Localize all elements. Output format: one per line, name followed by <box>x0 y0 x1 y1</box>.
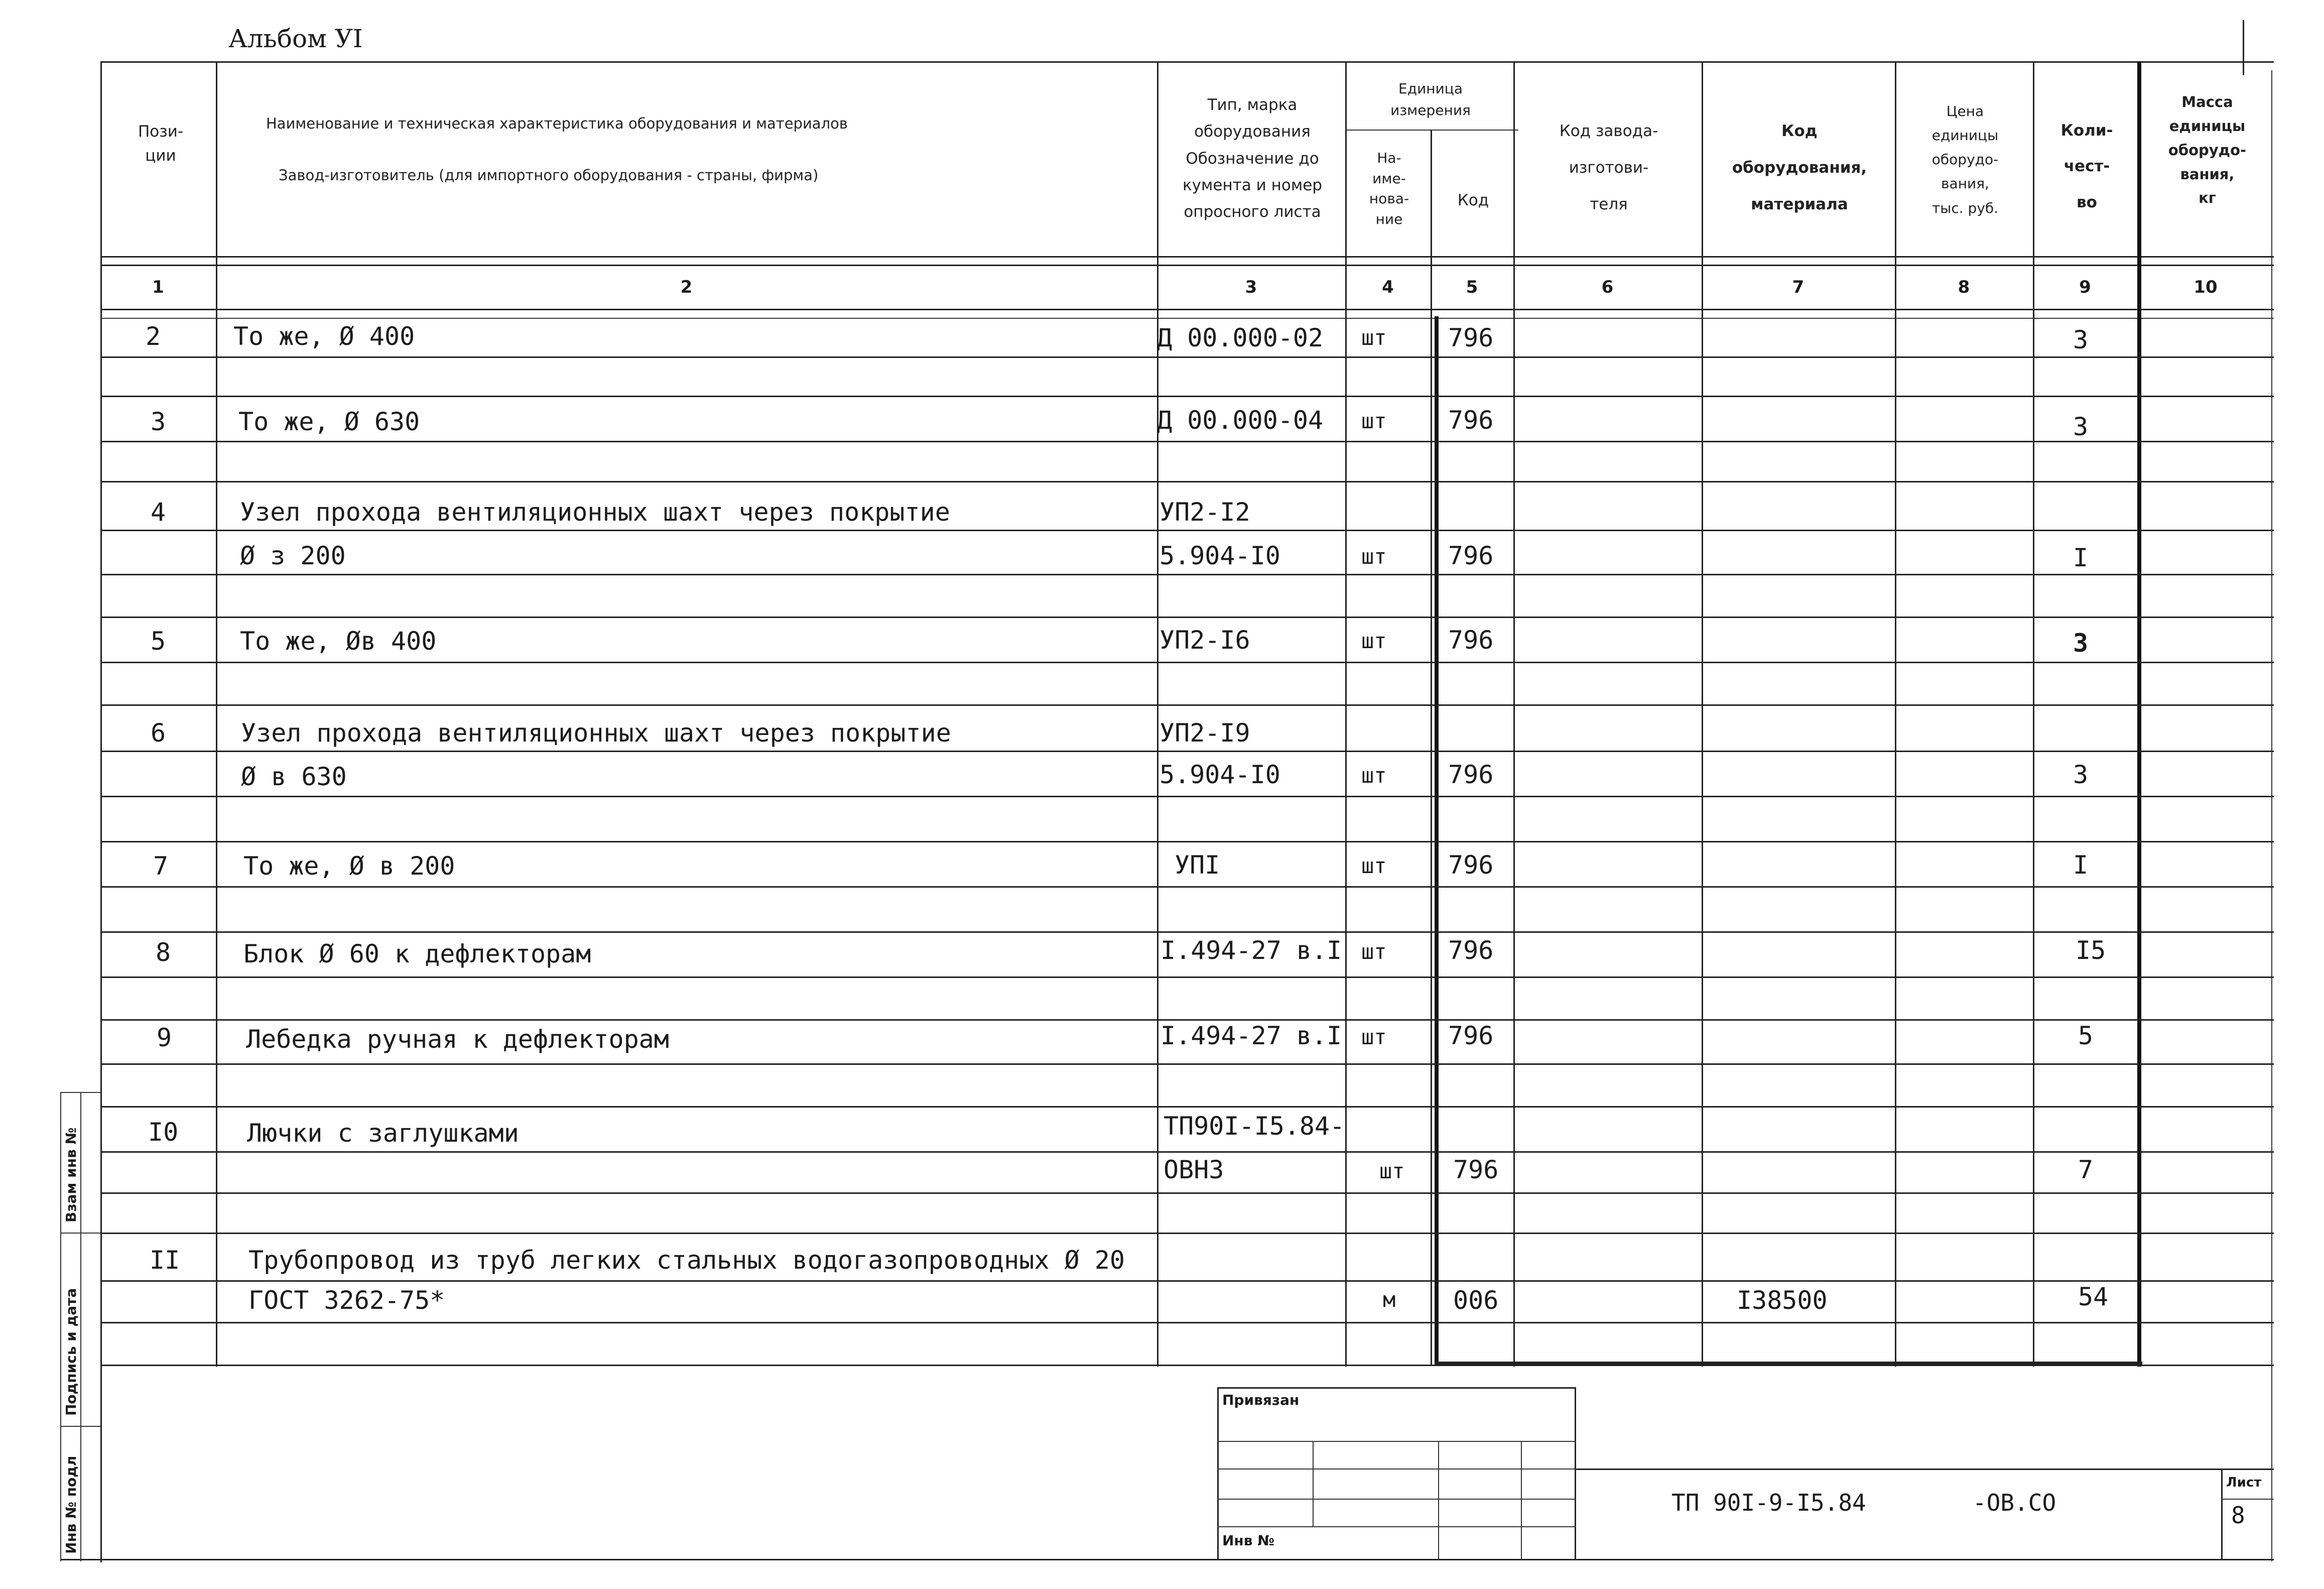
cell-unit-code: 796 <box>1448 541 1494 570</box>
cell-position: II <box>150 1246 180 1275</box>
header-type: Тип, марка оборудования Обозначение до кумента и номер опросного листа <box>1182 96 1323 221</box>
cell-type: ОВН3 <box>1164 1155 1224 1184</box>
cell-quantity: 3 <box>2073 760 2089 789</box>
side-label-signature: Подпись и дата <box>63 1288 79 1416</box>
cell-unit-code: 796 <box>1453 1155 1499 1184</box>
cell-unit: шт <box>1361 544 1387 569</box>
privyazan-rule <box>1217 1469 1576 1470</box>
privyazan-divider <box>1438 1441 1439 1559</box>
cell-unit-code: 796 <box>1448 850 1494 880</box>
cell-unit-code: 796 <box>1448 406 1494 435</box>
header-equipment-code: Код оборудования, материала <box>1732 122 1867 213</box>
cell-type: Д 00.000-02 <box>1157 323 1324 352</box>
row-rule <box>100 356 2274 358</box>
colnum-3: 3 <box>1245 277 1257 297</box>
colnum-6: 6 <box>1601 277 1614 297</box>
row-rule <box>100 841 2274 842</box>
cell-name: Блок Ø 60 к дефлекторам <box>243 939 591 968</box>
cell-position: 3 <box>151 407 166 436</box>
cell-unit-code: 796 <box>1448 760 1494 789</box>
header-quantity: Коли- чест- во <box>2060 121 2113 211</box>
row-rule <box>100 617 2274 618</box>
col-divider-4-bold <box>1435 316 1439 1363</box>
header-mass: Масса единицы оборудо- вания, кг <box>2168 93 2247 207</box>
header-factory-code: Код завода- изготови- теля <box>1559 122 1658 213</box>
privyazan-right <box>1575 1387 1576 1559</box>
privyazan-left <box>1217 1387 1219 1559</box>
cell-name: Лебедка ручная к дефлекторам <box>246 1025 669 1054</box>
cell-name: То же, Ø в 200 <box>243 851 455 881</box>
cell-position: I0 <box>148 1118 179 1147</box>
col-divider-7 <box>1895 61 1896 1367</box>
cell-quantity: 7 <box>2078 1155 2094 1184</box>
privyazan-divider <box>1313 1441 1314 1526</box>
header-name-line2: Завод-изготовитель (для импортного оборудования - страны, фирма) <box>279 167 819 184</box>
cell-quantity: 3 <box>2073 629 2089 658</box>
cell-type: УП2-I2 <box>1159 498 1250 527</box>
row-rule <box>100 931 2274 933</box>
cell-quantity: I <box>2073 543 2089 572</box>
row-rule <box>100 1280 2274 1282</box>
cell-quantity: I5 <box>2076 936 2106 965</box>
col-divider-9 <box>2137 61 2141 1367</box>
row-rule <box>100 704 2274 706</box>
header-double-rule <box>100 265 2274 266</box>
frame-bottom-border <box>60 1559 2274 1560</box>
colnum-4: 4 <box>1382 277 1394 297</box>
stamp-top-rule <box>1575 1469 2274 1470</box>
row-rule <box>100 886 2274 888</box>
cell-name: Трубопровод из труб легких стальных водогазопроводных Ø 20 <box>248 1246 1125 1275</box>
privyazan-rule <box>1217 1526 1576 1527</box>
cell-unit: шт <box>1361 853 1387 878</box>
cell-unit: шт <box>1361 629 1387 653</box>
cell-name: Узел прохода вентиляционных шахт через покрытие <box>241 718 951 748</box>
header-position: Пози- ции <box>138 123 184 165</box>
row-rule <box>100 574 2274 575</box>
row-rule <box>100 662 2274 663</box>
colnum-1: 1 <box>152 277 164 297</box>
privyazan-top <box>1217 1387 1576 1389</box>
side-stamp-rule <box>60 1092 100 1093</box>
header-bottom-rule <box>100 256 2274 258</box>
row-rule <box>100 441 2274 442</box>
cell-unit-code: 796 <box>1448 323 1494 352</box>
row-rule <box>100 796 2274 797</box>
header-unit-name: На- име- нова- ние <box>1369 150 1409 227</box>
col-divider-6 <box>1702 61 1703 1367</box>
col-divider-1 <box>216 61 217 1367</box>
col-divider-4 <box>1431 130 1432 1365</box>
cell-name: Узел прохода вентиляционных шахт через покрытие <box>240 498 950 527</box>
colnum-9: 9 <box>2079 277 2091 297</box>
document-code: ТП 90I-9-I5.84 <box>1671 1489 1866 1516</box>
cell-equipment-code: I38500 <box>1737 1286 1828 1315</box>
header-unit: Единица измерения <box>1390 80 1471 119</box>
cell-quantity: 54 <box>2078 1282 2109 1311</box>
cell-type: 5.904-I0 <box>1159 541 1280 570</box>
cell-type: I.494-27 в.I <box>1160 1021 1342 1050</box>
cell-unit-code: 006 <box>1453 1286 1499 1315</box>
row-rule <box>100 396 2274 397</box>
cell-unit-code: 796 <box>1448 626 1494 655</box>
colnum-10: 10 <box>2193 277 2218 297</box>
row-rule <box>100 1019 2274 1021</box>
inventory-label: Инв № <box>1222 1532 1274 1549</box>
cell-quantity: 3 <box>2073 412 2089 441</box>
cell-type: I.494-27 в.I <box>1160 936 1342 965</box>
cell-position: 5 <box>151 627 166 656</box>
header-unit-code: Код <box>1457 191 1489 209</box>
cell-type: УПI <box>1175 850 1220 880</box>
document-suffix: -ОВ.СО <box>1973 1489 2056 1516</box>
cell-unit: шт <box>1379 1159 1405 1183</box>
row-rule <box>100 1322 2274 1323</box>
side-stamp-rule <box>60 1426 100 1427</box>
sheet-box-rule <box>2221 1499 2274 1500</box>
cell-name: Ø з 200 <box>240 541 346 570</box>
side-label-inventory: Инв № подл <box>63 1455 79 1554</box>
cell-type: УП2-I9 <box>1159 718 1250 748</box>
cell-unit-code: 796 <box>1448 936 1494 965</box>
header-name-line1: Наименование и техническая характеристика оборудования и материалов <box>266 115 848 132</box>
cell-quantity: I <box>2073 850 2089 880</box>
row-rule <box>100 1151 2274 1153</box>
row-rule <box>100 1365 2274 1366</box>
colnum-2: 2 <box>680 277 693 297</box>
col-divider-3 <box>1345 61 1347 1367</box>
cell-position: 6 <box>151 718 166 748</box>
cell-name: Ø в 630 <box>241 762 347 791</box>
col-divider-5 <box>1513 61 1515 1367</box>
cell-unit: шт <box>1361 1025 1387 1049</box>
sheet-box-left <box>2221 1469 2223 1559</box>
side-label-replace: Взам инв № <box>63 1127 79 1223</box>
privyazan-rule <box>1217 1441 1576 1442</box>
side-stamp-inner <box>80 1092 81 1561</box>
cell-position: 2 <box>146 322 161 351</box>
side-stamp-border <box>60 1092 61 1561</box>
cell-unit: шт <box>1361 409 1387 433</box>
cell-type: 5.904-I0 <box>1159 760 1280 789</box>
cell-unit: шт <box>1361 325 1387 350</box>
cell-name: То же, Ø 400 <box>233 322 415 351</box>
cell-position: 4 <box>151 498 166 527</box>
row-rule <box>100 976 2274 978</box>
cell-type: ТП90I-I5.84- <box>1164 1112 1345 1141</box>
cell-type: Д 00.000-04 <box>1157 406 1324 435</box>
privyazan-rule <box>1217 1499 1576 1500</box>
privyazan-divider <box>1521 1441 1522 1559</box>
row-rule <box>100 751 2274 752</box>
frame-corner-mark <box>2243 20 2244 75</box>
colnum-double-rule <box>100 318 2274 319</box>
privyazan-label: Привязан <box>1222 1392 1300 1408</box>
cell-position: 8 <box>156 938 171 967</box>
cell-unit: шт <box>1361 939 1387 964</box>
row-rule <box>100 530 2274 531</box>
cell-name: ГОСТ 3262-75* <box>248 1286 445 1315</box>
colnum-7: 7 <box>1792 277 1804 297</box>
cell-unit: м <box>1383 1287 1396 1312</box>
colnum-8: 8 <box>1958 277 1970 297</box>
cell-unit: шт <box>1361 763 1387 788</box>
table-top-border <box>100 61 2274 63</box>
cell-name: То же, Øв 400 <box>240 627 437 656</box>
row-rule <box>100 481 2274 482</box>
colnum-5: 5 <box>1466 277 1478 297</box>
side-stamp-rule <box>60 1233 100 1234</box>
row-rule <box>100 1106 2274 1108</box>
sheet-label: Лист <box>2226 1475 2262 1490</box>
row-rule <box>100 1063 2274 1065</box>
cell-quantity: 5 <box>2078 1021 2094 1050</box>
col-divider-2 <box>1157 61 1158 1367</box>
cell-unit-code: 796 <box>1448 1021 1494 1050</box>
header-price: Цена единицы оборудо- вания, тыс. руб. <box>1931 103 1999 216</box>
row-rule <box>100 1233 2274 1234</box>
cell-position: 7 <box>153 851 169 881</box>
cell-type: УП2-I6 <box>1159 626 1250 655</box>
cell-name: То же, Ø 630 <box>238 407 420 436</box>
colnum-bottom-rule <box>100 309 2274 310</box>
cell-position: 9 <box>157 1023 172 1052</box>
row-rule <box>100 1192 2274 1194</box>
cell-quantity: 3 <box>2073 325 2089 354</box>
sheet-number: 8 <box>2231 1502 2245 1529</box>
col-divider-8 <box>2033 61 2034 1367</box>
album-title: Альбом УI <box>228 24 363 53</box>
cell-name: Лючки с заглушками <box>247 1119 519 1148</box>
